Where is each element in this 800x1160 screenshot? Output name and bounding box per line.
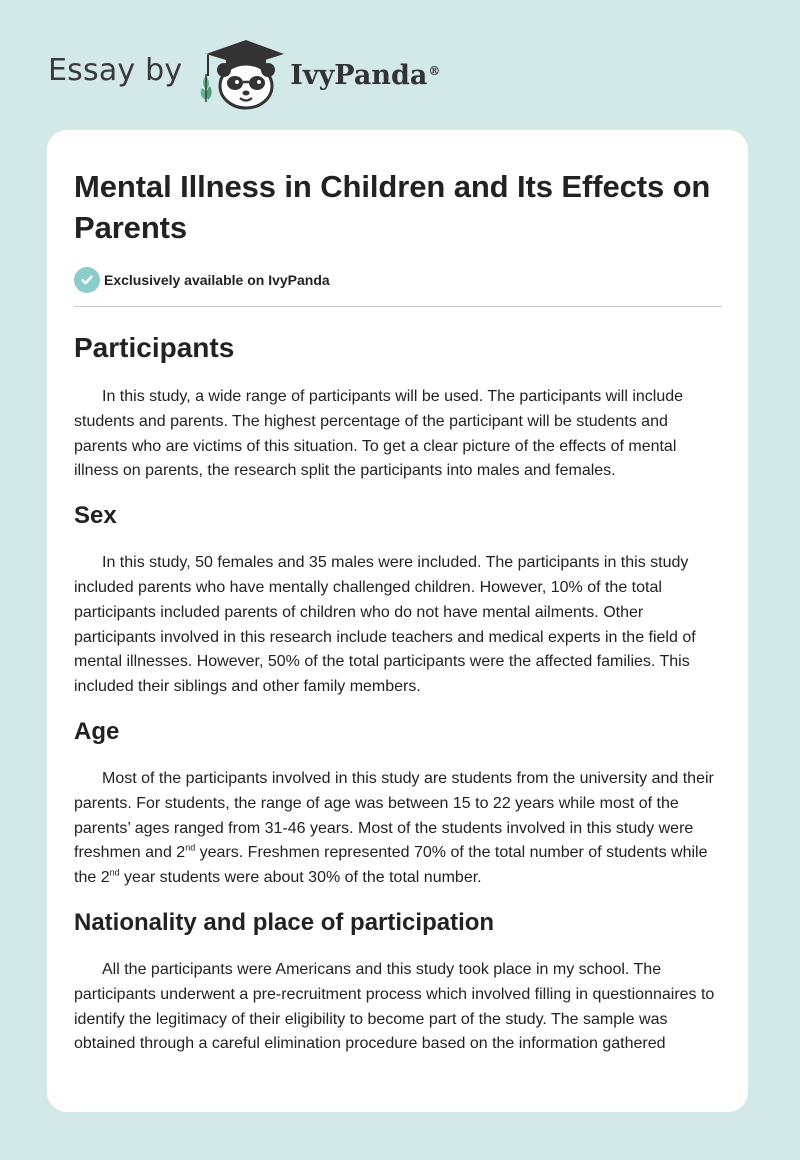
section-heading-nationality: Nationality and place of participation: [74, 908, 495, 936]
brand-name-text: IvyPanda: [290, 59, 428, 91]
panda-logo-icon: [196, 36, 286, 110]
exclusive-badge-text: Exclusively available on IvyPanda: [104, 272, 330, 288]
brand-name: [290, 60, 440, 91]
section-paragraph-age: [74, 767, 722, 891]
check-circle-icon: [74, 267, 100, 293]
registered-mark: ®: [428, 63, 441, 78]
age-text-part-3: year students were about 30% of the total number.: [119, 869, 482, 887]
section-heading-age: Age: [74, 717, 120, 745]
essay-card: [47, 130, 748, 1112]
site-brand[interactable]: [48, 36, 440, 110]
brand-prefix: Essay by: [48, 52, 183, 88]
section-paragraph-participants: In this study, a wide range of participants will be used. The participants will include students and parents. The highest percentage of the participant will be students and parents who are victims of this situation. To get a clear picture of the effects of mental illness on parents, the research split the participants into males and females.: [74, 388, 684, 480]
title-divider: [74, 306, 722, 307]
section-paragraph-nationality: All the participants were Americans and this study took place in my school. The participants underwent a pre-recruitment process which involved filling in questionnaires to identify the legitimacy of their eligibility to become part of the study. The sample was obtained through a careful elimination procedure based on the information gathered: [74, 960, 715, 1053]
age-text-part-2: years. Freshmen represented 70% of the total number of students while the 2: [74, 844, 708, 887]
exclusive-badge: [74, 266, 722, 294]
age-text-part-1: Most of the participants involved in this study are students from the university and their parents. For students, the range of age was between 15 to 22 years while most of the parents’ ages ranged from 31-46 years. Most of the students involved in this study were freshmen and 2: [74, 769, 714, 862]
section-paragraph-sex: In this study, 50 females and 35 males were included. The participants in this study included parents who have mentally challenged children. However, 10% of the total participants included parents of children who do not have mental ailments. Other participants involved in this research include teachers and medical experts in the field of mental illnesses. However, 50% of the total participants were the affected families. This included their siblings and other family members.: [74, 554, 696, 696]
section-heading-participants: Participants: [74, 332, 235, 363]
essay-title: Mental Illness in Children and Its Effects on Parents: [74, 169, 711, 245]
section-heading-sex: Sex: [74, 502, 117, 530]
ordinal-suffix: nd: [185, 843, 196, 854]
ordinal-suffix: nd: [109, 867, 120, 878]
